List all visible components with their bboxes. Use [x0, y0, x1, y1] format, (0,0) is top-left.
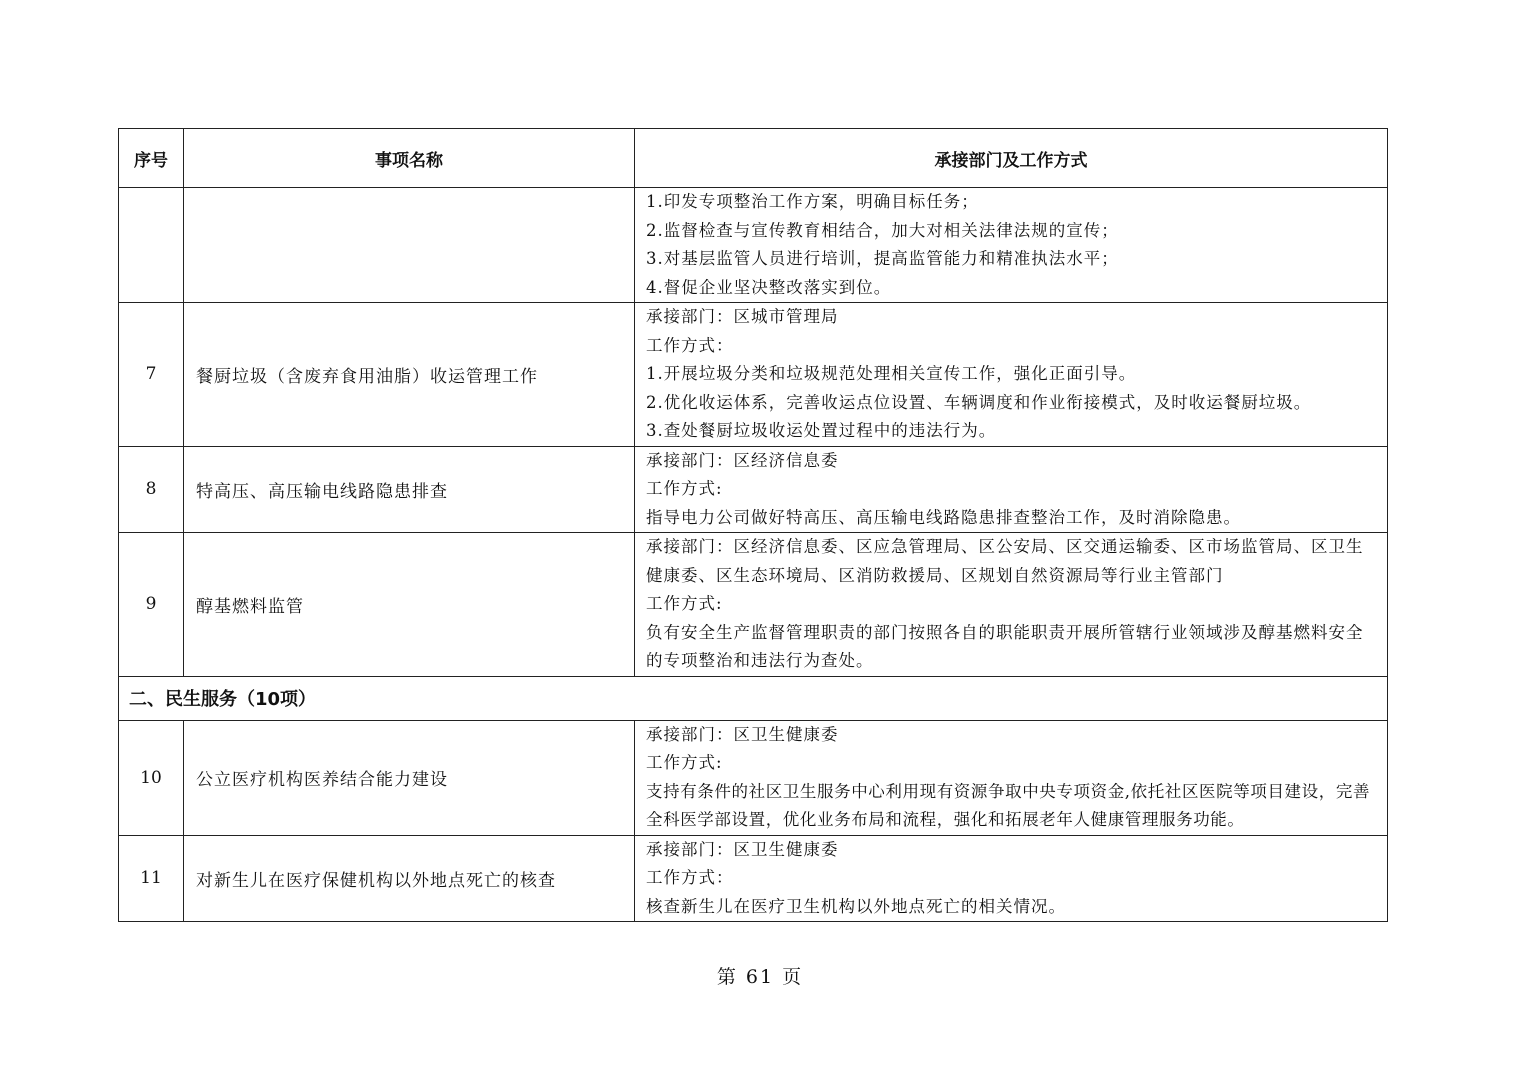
row-no: [119, 188, 184, 303]
row-name: [184, 188, 635, 303]
header-name: 事项名称: [184, 129, 635, 188]
method-paragraph: 支持有条件的社区卫生服务中心利用现有资源争取中央专项资金,依托社区医院等项目建设，完善全科医学部设置，优化业务布局和流程，强化和拓展老年人健康管理服务功能。: [646, 781, 1371, 829]
table-row: [119, 188, 1388, 303]
method-line: 核查新生儿在医疗卫生机构以外地点死亡的相关情况。: [646, 896, 1066, 916]
method-line: 承接部门：区经济信息委: [646, 450, 839, 470]
row-no: 10: [119, 720, 184, 835]
method-line: 工作方式:: [646, 753, 723, 772]
row-method: [635, 303, 1388, 447]
method-line: 4.督促企业坚决整改落实到位。: [646, 277, 892, 297]
row-method: [635, 720, 1388, 835]
table-row: [119, 303, 1388, 447]
table-row: [119, 446, 1388, 533]
header-no: 序号: [119, 129, 184, 188]
table-row: [119, 533, 1388, 677]
row-no: 9: [119, 533, 184, 677]
method-line: 3.查处餐厨垃圾收运处置过程中的违法行为。: [646, 421, 997, 440]
method-line: 承接部门：区城市管理局: [646, 307, 839, 326]
section-row: [119, 676, 1388, 720]
method-line: 承接部门：区卫生健康委: [646, 724, 839, 744]
row-method: [635, 835, 1388, 922]
method-line: 1.开展垃圾分类和垃圾规范处理相关宣传工作，强化正面引导。: [646, 364, 1137, 383]
method-line: 1.印发专项整治工作方案，明确目标任务；: [646, 192, 979, 211]
row-name: 特高压、高压输电线路隐患排查: [184, 446, 635, 533]
row-no: 8: [119, 446, 184, 533]
method-line: 工作方式:: [646, 479, 723, 498]
page-number: 第 61 页: [716, 966, 804, 988]
items-table: [118, 128, 1388, 922]
table-row: [119, 720, 1388, 835]
method-line: 工作方式：: [646, 868, 734, 887]
method-line: 工作方式：: [646, 335, 734, 355]
row-method: [635, 188, 1388, 303]
header-method: 承接部门及工作方式: [635, 129, 1388, 188]
method-paragraph: 承接部门：区经济信息委、区应急管理局、区公安局、区交通运输委、区市场监管局、区卫生健康委、区生态环境局、区消防救援局、区规划自然资源局等行业主管部门: [646, 537, 1364, 585]
row-method: [635, 446, 1388, 533]
row-name: 餐厨垃圾（含废弃食用油脂）收运管理工作: [184, 303, 635, 447]
method-line: 工作方式:: [646, 594, 723, 613]
table-row: [119, 835, 1388, 922]
method-line: 2.优化收运体系，完善收运点位设置、车辆调度和作业衔接模式，及时收运餐厨垃圾。: [646, 392, 1312, 412]
method-line: 指导电力公司做好特高压、高压输电线路隐患排查整治工作，及时消除隐患。: [646, 507, 1241, 527]
row-name: 醇基燃料监管: [184, 533, 635, 677]
row-method: [635, 533, 1388, 677]
section-title: 二、民生服务（10项）: [119, 676, 1388, 720]
table-header-row: [119, 129, 1388, 188]
row-name: 公立医疗机构医养结合能力建设: [184, 720, 635, 835]
row-name: 对新生儿在医疗保健机构以外地点死亡的核查: [184, 835, 635, 922]
method-line: 3.对基层监管人员进行培训，提高监管能力和精准执法水平；: [646, 249, 1119, 268]
method-paragraph: 负有安全生产监督管理职责的部门按照各自的职能职责开展所管辖行业领域涉及醇基燃料安全的专项整治和违法行为查处。: [646, 622, 1364, 670]
row-no: 7: [119, 303, 184, 447]
method-line: 2.监督检查与宣传教育相结合，加大对相关法律法规的宣传；: [646, 220, 1119, 240]
row-no: 11: [119, 835, 184, 922]
method-line: 承接部门：区卫生健康委: [646, 839, 839, 859]
